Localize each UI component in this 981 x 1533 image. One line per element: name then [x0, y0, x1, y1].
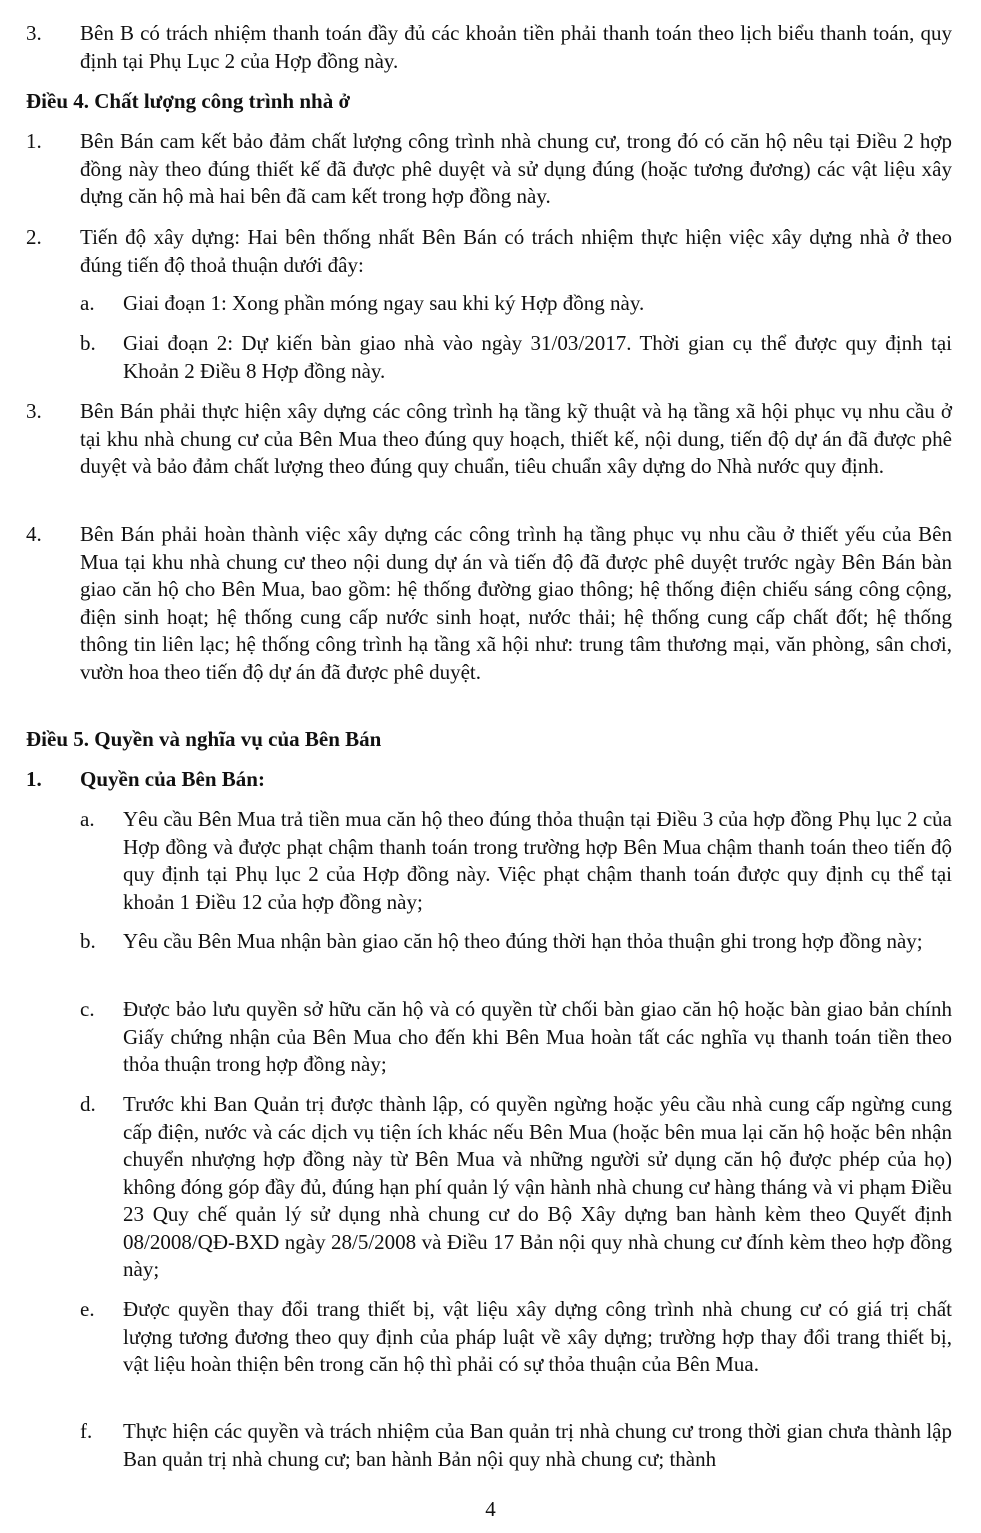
- article-5-heading: Điều 5. Quyền và nghĩa vụ của Bên Bán: [26, 727, 382, 751]
- item-number: 1.: [26, 129, 42, 153]
- article-4-heading: Điều 4. Chất lượng công trình nhà ở: [26, 89, 351, 113]
- paragraph-phase-2: Giai đoạn 2: Dự kiến bàn giao nhà vào ngày 31/03/2017. Thời gian cụ thể được quy định tại Khoản 2 Điều 8 Hợp đồng này.: [123, 331, 952, 383]
- subitem-letter: a.: [80, 807, 95, 831]
- subitem-letter: e.: [80, 1297, 95, 1321]
- subitem-letter: f.: [80, 1419, 93, 1443]
- subitem-letter: d.: [80, 1092, 96, 1116]
- subitem-letter: b.: [80, 929, 96, 953]
- seller-rights-heading: Quyền của Bên Bán:: [80, 767, 265, 791]
- item-number: 1.: [26, 767, 42, 791]
- paragraph-quality-commitment: Bên Bán cam kết bảo đảm chất lượng công trình nhà chung cư, trong đó có căn hộ nêu tại Điều 2 hợp đồng này theo đúng thiết kế đã được phê duyệt và sử dụng đúng (hoặc tương đương) các vật liệu xây dựng căn hộ mà hai bên đã cam kết trong hợp đồng này.: [80, 129, 952, 208]
- paragraph-right-b: Yêu cầu Bên Mua nhận bàn giao căn hộ theo đúng thời hạn thỏa thuận ghi trong hợp đồng này;: [123, 929, 923, 953]
- item-number: 2.: [26, 225, 42, 249]
- item-number: 3.: [26, 21, 42, 45]
- item-number: 4.: [26, 522, 42, 546]
- paragraph-infrastructure: Bên Bán phải thực hiện xây dựng các công trình hạ tầng kỹ thuật và hạ tầng xã hội phục vụ nhu cầu ở tại khu nhà chung cư của Bên Mua theo đúng quy hoạch, thiết kế, nội dung, tiến độ dự án đã được phê duyệt và bảo đảm chất lượng theo đúng quy chuẩn, tiêu chuẩn xây dựng do Nhà nước quy định.: [80, 399, 952, 478]
- paragraph-right-f: Thực hiện các quyền và trách nhiệm của Ban quản trị nhà chung cư trong thời gian chưa thành lập Ban quản trị nhà chung cư; ban hành Bản nội quy nhà chung cư; thành: [123, 1419, 952, 1471]
- subitem-letter: a.: [80, 291, 95, 315]
- paragraph-right-c: Được bảo lưu quyền sở hữu căn hộ và có quyền từ chối bàn giao căn hộ hoặc bàn giao bản chính Giấy chứng nhận của Bên Mua cho đến khi Bên Mua hoàn tất các nghĩa vụ thanh toán tiền theo thỏa thuận trong hợp đồng này;: [123, 997, 952, 1076]
- subitem-letter: b.: [80, 331, 96, 355]
- paragraph-payment-schedule: Bên B có trách nhiệm thanh toán đầy đủ các khoản tiền phải thanh toán theo lịch biểu thanh toán, quy định tại Phụ Lục 2 của Hợp đồng này.: [80, 21, 952, 73]
- page-number: 4: [485, 1497, 496, 1521]
- item-number: 3.: [26, 399, 42, 423]
- paragraph-right-e: Được quyền thay đổi trang thiết bị, vật liệu xây dựng công trình nhà chung cư có giá trị chất lượng tương đương theo quy định của pháp luật về xây dựng; trường hợp thay đổi trang thiết bị, vật liệu hoàn thiện bên trong căn hộ thì phải có sự thỏa thuận của Bên Mua.: [123, 1297, 952, 1376]
- paragraph-right-a: Yêu cầu Bên Mua trả tiền mua căn hộ theo đúng thỏa thuận tại Điều 3 của hợp đồng Phụ lục 2 của Hợp đồng và được phạt chậm thanh toán trong trường hợp Bên Mua chậm thanh toán theo tiến độ quy định tại Phụ lục 2 của Hợp đồng này. Việc phạt chậm thanh toán được quy định cụ thể tại khoản 1 Điều 12 của hợp đồng này;: [123, 807, 952, 914]
- subitem-letter: c.: [80, 997, 95, 1021]
- paragraph-phase-1: Giai đoạn 1: Xong phần móng ngay sau khi ký Hợp đồng này.: [123, 291, 645, 315]
- paragraph-right-d: Trước khi Ban Quản trị được thành lập, có quyền ngừng hoặc yêu cầu nhà cung cấp ngừng cung cấp điện, nước và các dịch vụ tiện ích khác nếu Bên Mua (hoặc bên mua lại căn hộ hoặc bên nhận chuyển nhượng hợp đồng này từ Bên Mua và những người sử dụng căn hộ được phép của họ) không đóng góp đầy đủ, đúng hạn phí quản lý vận hành nhà chung cư hàng tháng và vi phạm Điều 23 Quy chế quản lý sử dụng nhà chung cư do Bộ Xây dựng ban hành kèm theo Quyết định 08/2008/QĐ-BXD ngày 28/5/2008 và Điều 17 Bản nội quy nhà chung cư đính kèm theo hợp đồng này;: [123, 1092, 952, 1281]
- paragraph-essential-infrastructure: Bên Bán phải hoàn thành việc xây dựng các công trình hạ tầng phục vụ nhu cầu ở thiết yếu của Bên Mua tại khu nhà chung cư theo nội dung dự án và tiến độ đã được phê duyệt trước ngày Bên Bán bàn giao căn hộ cho Bên Mua, bao gồm: hệ thống đường giao thông; hệ thống điện chiếu sáng công cộng, điện sinh hoạt; hệ thống cung cấp nước sinh hoạt, nước thải; hệ thống cung cấp chất đốt; hệ thống thông tin liên lạc; hệ thống công trình hạ tầng xã hội như: trung tâm thương mại, văn phòng, sân chơi, vườn hoa theo tiến độ dự án đã được phê duyệt.: [80, 522, 952, 684]
- paragraph-construction-schedule: Tiến độ xây dựng: Hai bên thống nhất Bên Bán có trách nhiệm thực hiện việc xây dựng nhà ở theo đúng tiến độ thoả thuận dưới đây:: [80, 225, 952, 277]
